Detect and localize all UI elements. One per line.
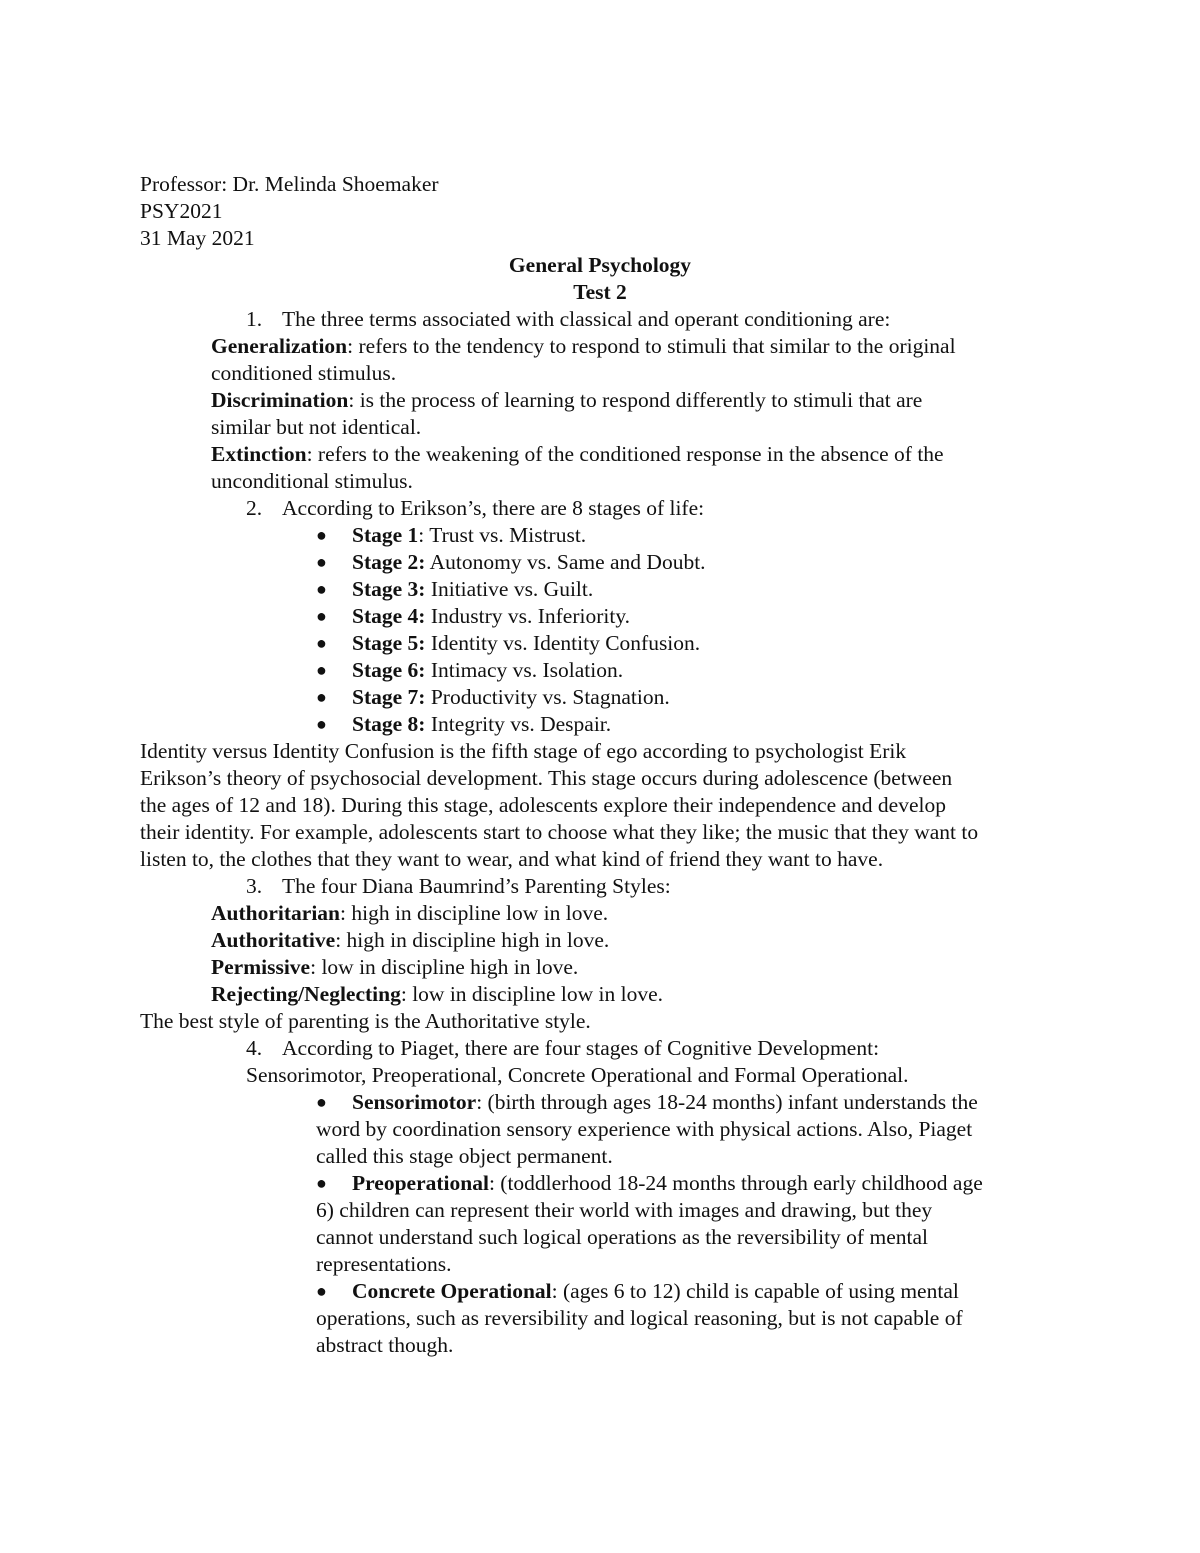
bullet-icon: ● xyxy=(316,1281,327,1301)
sensorimotor-line-3: called this stage object permanent. xyxy=(316,1144,613,1168)
stage-3-item: Stage 3: Initiative vs. Guilt. xyxy=(352,577,594,601)
bullet-icon: ● xyxy=(316,579,327,599)
q4-question: According to Piaget, there are four stages of Cognitive Development: xyxy=(282,1036,880,1060)
bullet-icon: ● xyxy=(316,687,327,707)
bullet-icon: ● xyxy=(316,606,327,626)
date-line: 31 May 2021 xyxy=(140,226,255,250)
stage-4-item: Stage 4: Industry vs. Inferiority. xyxy=(352,604,631,628)
parenting-conclusion: The best style of parenting is the Authoritative style. xyxy=(140,1009,591,1033)
concrete-operational-line-3: abstract though. xyxy=(316,1333,454,1357)
generalization-term: Generalization xyxy=(211,334,348,358)
discrimination-term: Discrimination xyxy=(211,388,349,412)
discrimination-line xyxy=(211,387,922,414)
erikson-paragraph-line: the ages of 12 and 18). During this stage, adolescents explore their independence and develop xyxy=(140,793,946,817)
bullet-icon: ● xyxy=(316,714,327,734)
stage-8-item: Stage 8: Integrity vs. Despair. xyxy=(352,712,612,736)
q4-question-line-2: Sensorimotor, Preoperational, Concrete Operational and Formal Operational. xyxy=(246,1063,909,1087)
rejecting-neglecting-line: Rejecting/Neglecting: low in discipline low in love. xyxy=(211,982,664,1006)
concrete-operational-line-2: operations, such as reversibility and logical reasoning, but is not capable of xyxy=(316,1306,963,1330)
bullet-icon: ● xyxy=(316,525,327,545)
extinction-term: Extinction xyxy=(211,442,307,466)
generalization-line xyxy=(211,333,956,360)
bullet-icon: ● xyxy=(316,633,327,653)
concrete-operational-line: Concrete Operational: (ages 6 to 12) child is capable of using mental xyxy=(352,1279,959,1303)
preoperational-line-2: 6) children can represent their world with images and drawing, but they xyxy=(316,1198,933,1222)
stage-7-item: Stage 7: Productivity vs. Stagnation. xyxy=(352,685,670,709)
q1-question: The three terms associated with classical and operant conditioning are: xyxy=(282,307,891,331)
stage-1-item: Stage 1: Trust vs. Mistrust. xyxy=(352,523,587,547)
permissive-line: Permissive: low in discipline high in love. xyxy=(211,955,579,979)
extinction-line-2: unconditional stimulus. xyxy=(211,469,413,493)
preoperational-line-3: cannot understand such logical operations as the reversibility of mental xyxy=(316,1225,928,1249)
q2-question: According to Erikson’s, there are 8 stages of life: xyxy=(282,496,705,520)
generalization-line-2: conditioned stimulus. xyxy=(211,361,397,385)
preoperational-line-4: representations. xyxy=(316,1252,452,1276)
document-subtitle: Test 2 xyxy=(573,280,627,304)
stage-6-item: Stage 6: Intimacy vs. Isolation. xyxy=(352,658,624,682)
generalization-text: : refers to the tendency to respond to stimuli that similar to the original xyxy=(347,334,956,358)
discrimination-line-2: similar but not identical. xyxy=(211,415,422,439)
erikson-paragraph-line: Identity versus Identity Confusion is the fifth stage of ego according to psychologist Erik xyxy=(140,739,907,763)
q3-question: The four Diana Baumrind’s Parenting Styles: xyxy=(282,874,671,898)
q1-number: 1. xyxy=(246,307,263,331)
erikson-paragraph-line: Erikson’s theory of psychosocial development. This stage occurs during adolescence (between xyxy=(140,766,953,790)
authoritarian-line: Authoritarian: high in discipline low in love. xyxy=(211,901,609,925)
bullet-icon: ● xyxy=(316,552,327,572)
document-title: General Psychology xyxy=(508,253,692,277)
professor-line: Professor: Dr. Melinda Shoemaker xyxy=(140,172,439,196)
extinction-line xyxy=(211,441,944,468)
stage-5-item: Stage 5: Identity vs. Identity Confusion. xyxy=(352,631,701,655)
erikson-paragraph-line: their identity. For example, adolescents start to choose what they like; the music that they want to xyxy=(140,820,979,844)
stage-2-item: Stage 2: Autonomy vs. Same and Doubt. xyxy=(352,550,706,574)
erikson-paragraph-line: listen to, the clothes that they want to wear, and what kind of friend they want to have. xyxy=(140,847,884,871)
course-line: PSY2021 xyxy=(140,199,223,223)
q2-number: 2. xyxy=(246,496,263,520)
bullet-icon: ● xyxy=(316,1092,327,1112)
sensorimotor-line: Sensorimotor: (birth through ages 18-24 months) infant understands the xyxy=(352,1090,978,1114)
preoperational-line: Preoperational: (toddlerhood 18-24 months through early childhood age xyxy=(352,1171,983,1195)
extinction-text: : refers to the weakening of the conditioned response in the absence of the xyxy=(306,442,944,466)
bullet-icon: ● xyxy=(316,660,327,680)
discrimination-text: : is the process of learning to respond differently to stimuli that are xyxy=(348,388,923,412)
q4-number: 4. xyxy=(246,1036,263,1060)
sensorimotor-line-2: word by coordination sensory experience with physical actions. Also, Piaget xyxy=(316,1117,973,1141)
authoritative-line: Authoritative: high in discipline high in love. xyxy=(211,928,610,952)
bullet-icon: ● xyxy=(316,1173,327,1193)
q3-number: 3. xyxy=(246,874,263,898)
